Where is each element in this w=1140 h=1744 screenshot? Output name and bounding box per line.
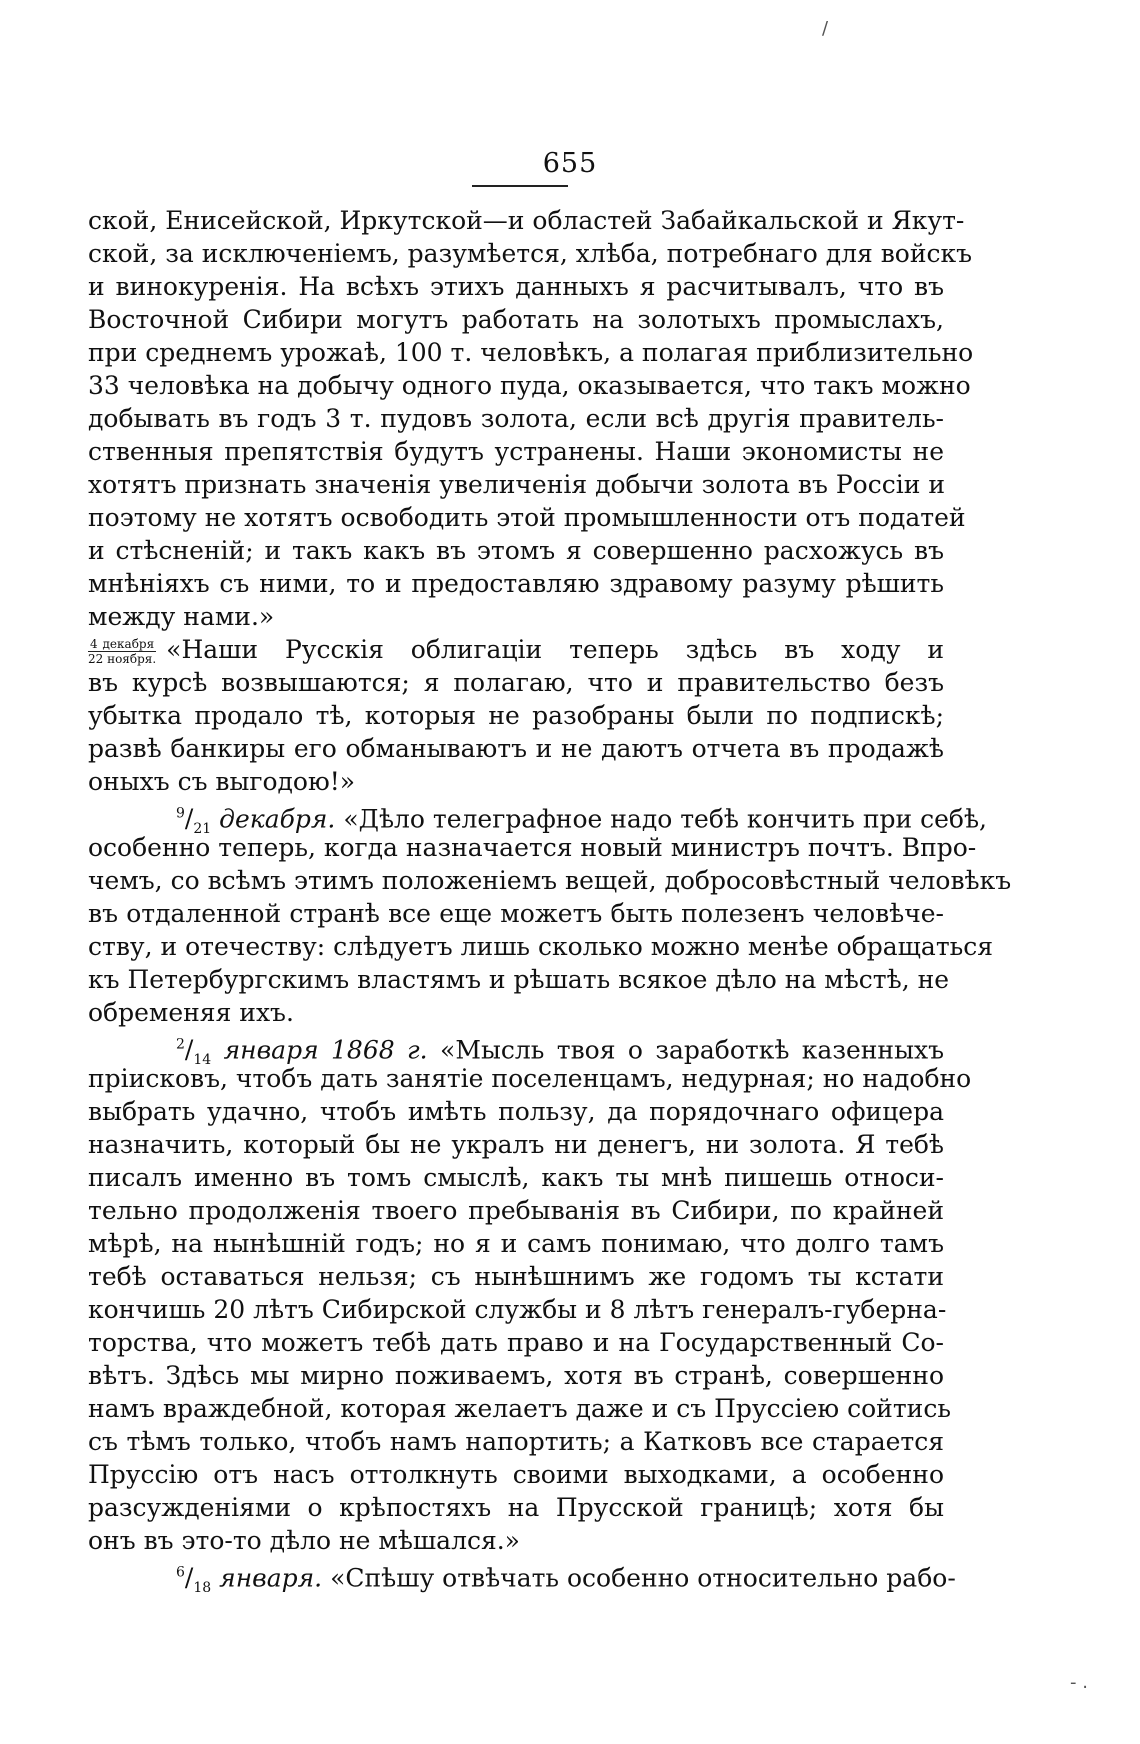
text-line: Восточной Сибири могутъ работать на золотыхъ промыслахъ,: [88, 305, 944, 334]
text-line: «Дѣло телеграфное надо тебѣ кончить при себѣ,: [343, 804, 987, 834]
text-line: оныхъ съ выгодою!»: [88, 767, 356, 796]
text-line: добывать въ годъ 3 т. пудовъ золота, если всѣ другія правитель-: [88, 404, 944, 433]
entry-date: января 1868 г.: [223, 1035, 428, 1065]
text-line: писалъ именно въ томъ смыслѣ, какъ ты мнѣ пишешь относи-: [88, 1163, 944, 1192]
entry-date: января.: [219, 1563, 323, 1593]
body-text: [88, 204, 1012, 1597]
text-line: назначить, который бы не укралъ ни денегъ, ни золота. Я тебѣ: [88, 1130, 944, 1159]
text-line: и винокуренія. На всѣхъ этихъ данныхъ я расчитывалъ, что въ: [88, 272, 944, 301]
text-line: ской, Енисейской, Иркутской—и областей Забайкальской и Якут-: [88, 206, 965, 235]
entry-date-fraction: $^6/_{18}$: [176, 1563, 212, 1597]
text-line: развѣ банкиры его обманываютъ и не даютъ отчета въ продажѣ: [88, 734, 944, 763]
text-line: торства, что можетъ тебѣ дать право и на Государственный Со-: [88, 1328, 944, 1357]
letter-entry-1: [88, 633, 944, 666]
margin-date-note: [88, 638, 156, 665]
edge-mark-bottom: - .: [1070, 1672, 1088, 1693]
text-line: онъ въ это-то дѣло не мѣшался.»: [88, 1526, 520, 1555]
text-line: кончишь 20 лѣтъ Сибирской службы и 8 лѣтъ генералъ-губерна-: [88, 1295, 947, 1324]
text-line: 33 человѣка на добычу одного пуда, оказывается, что такъ можно: [88, 371, 971, 400]
page-number: 655: [542, 148, 598, 179]
entry-date-fraction: $^2/_{14}$: [176, 1035, 212, 1069]
text-line: «Спѣшу отвѣчать особенно относительно рабо-: [330, 1563, 956, 1593]
margin-date-top: 4 декабря: [90, 637, 155, 651]
edge-mark-top: /: [822, 18, 829, 39]
text-line: при среднемъ урожаѣ, 100 т. человѣкъ, а полагая приблизительно: [88, 338, 974, 367]
text-line: и стѣсненій; и такъ какъ въ этомъ я совершенно расхожусь въ: [88, 536, 944, 565]
page-number-rule: [472, 185, 568, 187]
text-line: ственныя препятствія будутъ устранены. Наши экономисты не: [88, 437, 944, 466]
text-line: съ тѣмъ только, чтобъ намъ напортить; а Катковъ все старается: [88, 1427, 944, 1456]
text-line: Пруссію отъ насъ оттолкнуть своими выходками, а особенно: [88, 1460, 944, 1489]
text-line: чемъ, со всѣмъ этимъ положеніемъ вещей, добросовѣстный человѣкъ: [88, 866, 1012, 895]
text-line: «Наши Русскія облигаціи теперь здѣсь въ ходу и: [166, 635, 944, 664]
text-line: вѣтъ. Здѣсь мы мирно поживаемъ, хотя въ странѣ, совершенно: [88, 1361, 944, 1390]
text-line: ству, и отечеству: слѣдуетъ лишь сколько можно менѣе обращаться: [88, 932, 994, 961]
letter-entry-4: [88, 1557, 956, 1597]
text-line: обременяя ихъ.: [88, 998, 294, 1027]
text-line: въ курсѣ возвышаются; я полагаю, что и правительство безъ: [88, 668, 944, 697]
entry-date-fraction: $^9/_{21}$: [176, 804, 212, 838]
text-line: къ Петербургскимъ властямъ и рѣшать всякое дѣло на мѣстѣ, не: [88, 965, 950, 994]
text-line: убытка продало тѣ, которыя не разобраны были по подпискѣ;: [88, 701, 944, 730]
text-line: мѣрѣ, на нынѣшній годъ; но я и самъ понимаю, что долго тамъ: [88, 1229, 944, 1258]
text-line: между нами.»: [88, 602, 275, 631]
letter-entry-2: [88, 798, 987, 838]
text-line: тельно продолженія твоего пребыванія въ Сибири, по крайней: [88, 1196, 944, 1225]
text-line: ской, за исключеніемъ, разумѣется, хлѣба, потребнаго для войскъ: [88, 239, 973, 268]
entry-date: декабря.: [219, 804, 336, 834]
text-line: «Мысль твоя о заработкѣ казенныхъ: [440, 1035, 944, 1065]
text-line: тебѣ оставаться нельзя; съ нынѣшнимъ же годомъ ты кстати: [88, 1262, 944, 1291]
text-line: въ отдаленной странѣ все еще можетъ быть полезенъ человѣче-: [88, 899, 944, 928]
text-line: особенно теперь, когда назначается новый министръ почтъ. Впро-: [88, 833, 977, 862]
text-line: разсужденіями о крѣпостяхъ на Прусской границѣ; хотя бы: [88, 1493, 944, 1522]
text-line: мнѣніяхъ съ ними, то и предоставляю здравому разуму рѣшить: [88, 569, 944, 598]
text-line: пріисковъ, чтобъ дать занятіе поселенцамъ, недурная; но надобно: [88, 1064, 972, 1093]
text-line: выбрать удачно, чтобъ имѣть пользу, да порядочнаго офицера: [88, 1097, 944, 1126]
text-line: хотятъ признать значенія увеличенія добычи золота въ Россіи и: [88, 470, 945, 499]
text-line: поэтому не хотятъ освободить этой промышленности отъ податей: [88, 503, 966, 532]
letter-entry-3: [88, 1029, 944, 1069]
margin-date-bottom: 22 ноября.: [88, 652, 157, 666]
text-line: намъ враждебной, которая желаетъ даже и съ Пруссіею сойтись: [88, 1394, 951, 1423]
